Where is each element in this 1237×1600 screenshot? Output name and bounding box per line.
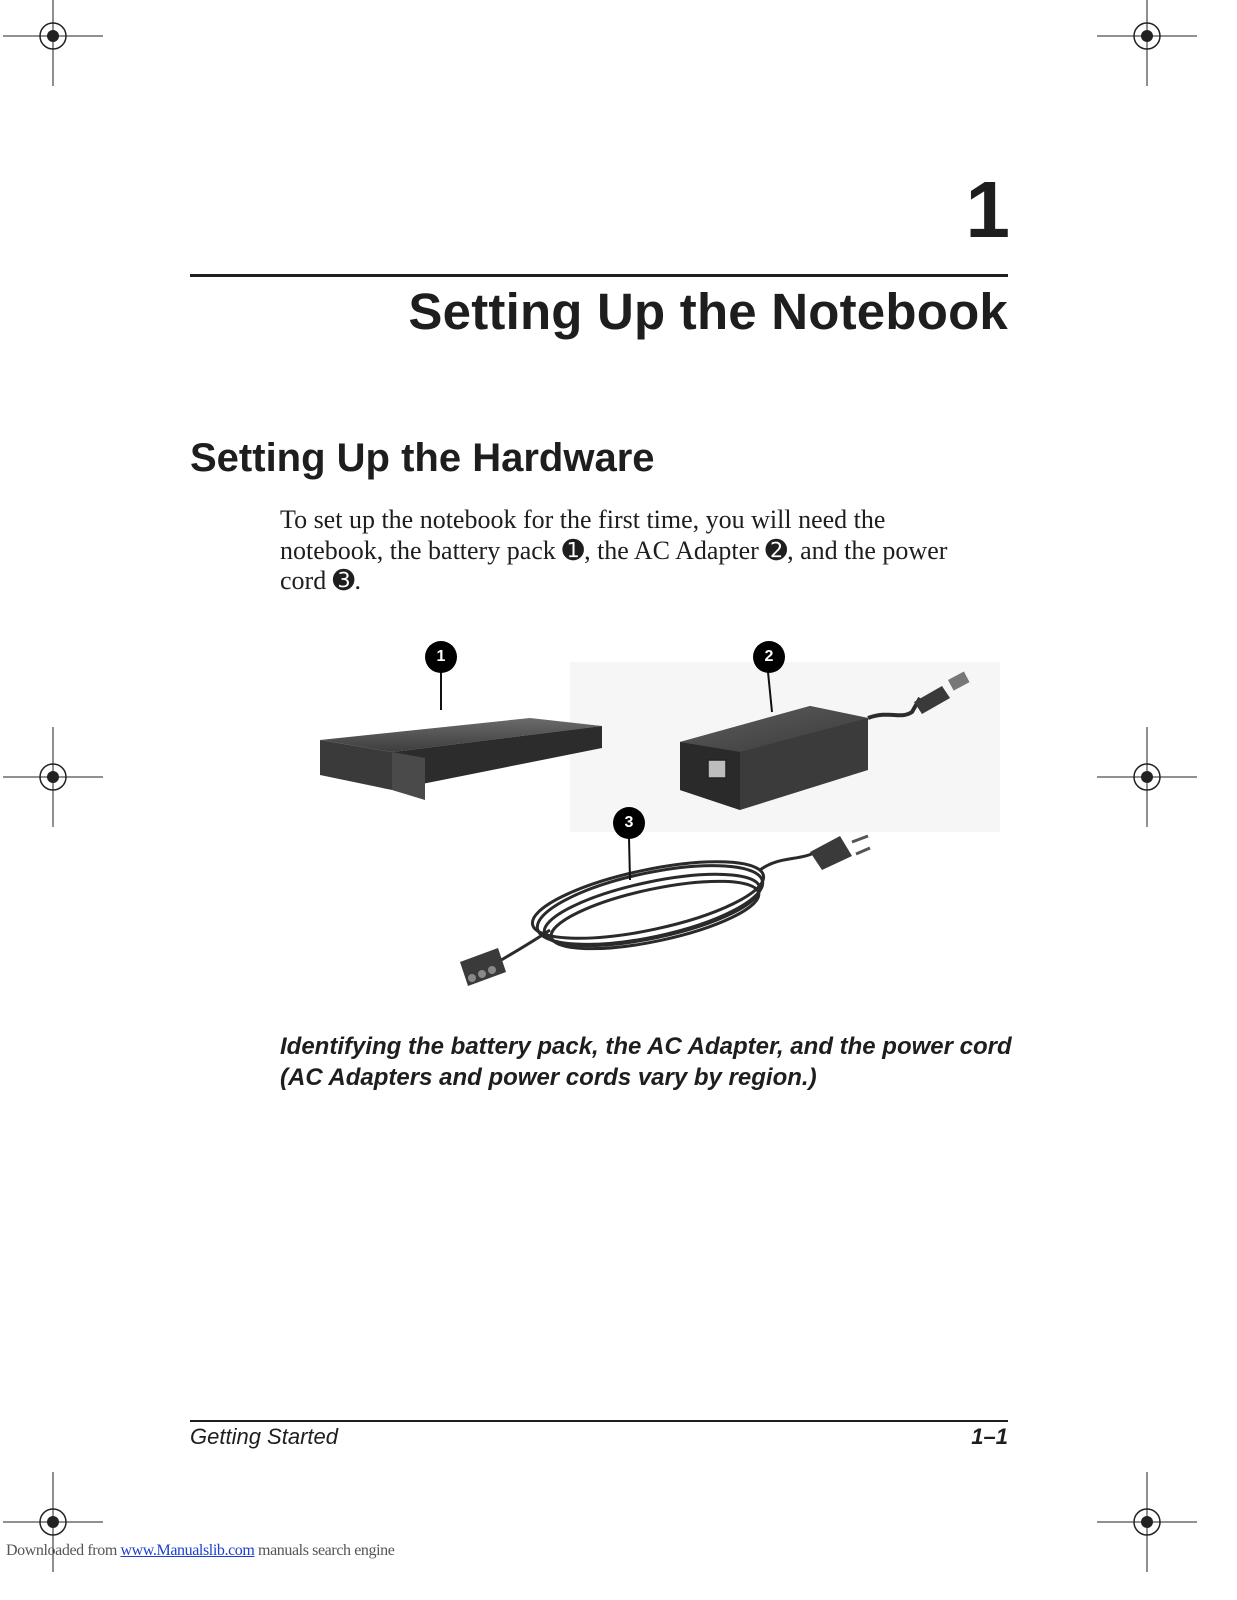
power-cord [485, 846, 820, 970]
callout-2: 2 [753, 641, 785, 673]
battery-pack [320, 718, 602, 800]
footer-rule [190, 1420, 1008, 1422]
footer-book-title: Getting Started [190, 1424, 338, 1449]
callout-1: 1 [425, 641, 457, 673]
download-notice [6, 1542, 394, 1560]
registration-mark-bottom-right [1097, 1472, 1197, 1572]
download-prefix: Downloaded from [6, 1542, 121, 1559]
figure-caption: Identifying the battery pack, the AC Adapter, and the power cord (AC Adapters and power cords vary by region.) [280, 1033, 1012, 1091]
registration-mark-mid-left [3, 727, 103, 827]
section-title: Setting Up the Hardware [190, 436, 655, 480]
registration-mark-mid-right [1097, 727, 1197, 827]
registration-mark-top-right [1097, 0, 1197, 86]
body-paragraph: To set up the notebook for the first time, you will need the notebook, the battery pack ➊, the AC Adapter ➋, and the power cord ➌. [280, 505, 948, 595]
chapter-title: Setting Up the Notebook [408, 283, 1008, 340]
wall-plug [810, 836, 870, 870]
page-number: 1–1 [971, 1424, 1008, 1449]
chapter-number: 1 [965, 165, 1010, 254]
hardware-illustration [300, 630, 1020, 1010]
cloverleaf-connector [460, 948, 506, 986]
registration-mark-top-left [3, 0, 103, 86]
callout-3: 3 [613, 807, 645, 839]
manualslib-link[interactable]: www.Manualslib.com [120, 1542, 255, 1559]
chapter-rule [190, 274, 1008, 277]
download-suffix: manuals search engine [254, 1542, 395, 1559]
